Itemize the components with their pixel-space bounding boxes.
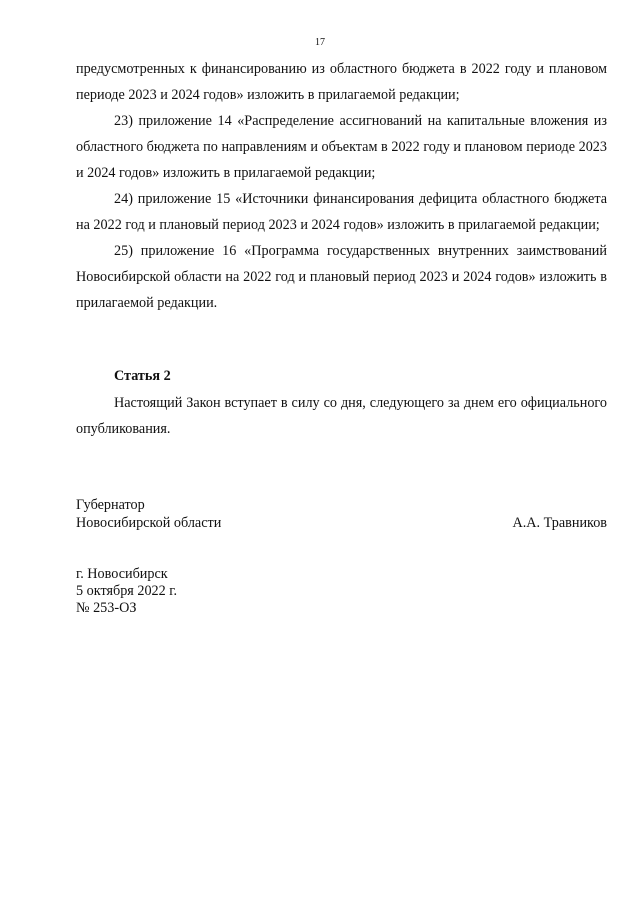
paragraph-item-23: 23) приложение 14 «Распределение ассигнований на капитальные вложения из областного бюджета по направлениям и объектам в 2022 году и плановом периоде 2023 и 2024 годов» изложить в прилагаемой редакции; bbox=[76, 113, 607, 181]
paragraph-continuation: предусмотренных к финансированию из областного бюджета в 2022 году и плановом периоде 2023 и 2024 годов» изложить в прилагаемой редакции; bbox=[76, 61, 607, 103]
page-number: 17 bbox=[315, 37, 325, 48]
article-heading: Статья 2 bbox=[114, 368, 171, 384]
footer-law-number: № 253-ОЗ bbox=[76, 600, 137, 616]
signatory-title-line1: Губернатор bbox=[76, 497, 145, 513]
signature-row bbox=[76, 514, 607, 532]
signature-block bbox=[76, 496, 607, 532]
article-text: Настоящий Закон вступает в силу со дня, следующего за днем его официального опубликования. bbox=[76, 395, 607, 437]
paragraph-item-25: 25) приложение 16 «Программа государственных внутренних заимствований Новосибирской области на 2022 год и плановый период 2023 и 2024 годов» изложить в прилагаемой редакции. bbox=[76, 243, 607, 311]
footer-date: 5 октября 2022 г. bbox=[76, 583, 178, 599]
article-body bbox=[76, 390, 607, 442]
footer-city: г. Новосибирск bbox=[76, 566, 168, 582]
signatory-name: А.А. Травников bbox=[512, 515, 607, 531]
signatory-title-line2: Новосибирской области bbox=[76, 515, 222, 531]
paragraph-item-24: 24) приложение 15 «Источники финансирования дефицита областного бюджета на 2022 год и плановый период 2023 и 2024 годов» изложить в прилагаемой редакции; bbox=[76, 191, 607, 233]
document-body bbox=[76, 56, 607, 316]
document-footer bbox=[76, 566, 177, 617]
